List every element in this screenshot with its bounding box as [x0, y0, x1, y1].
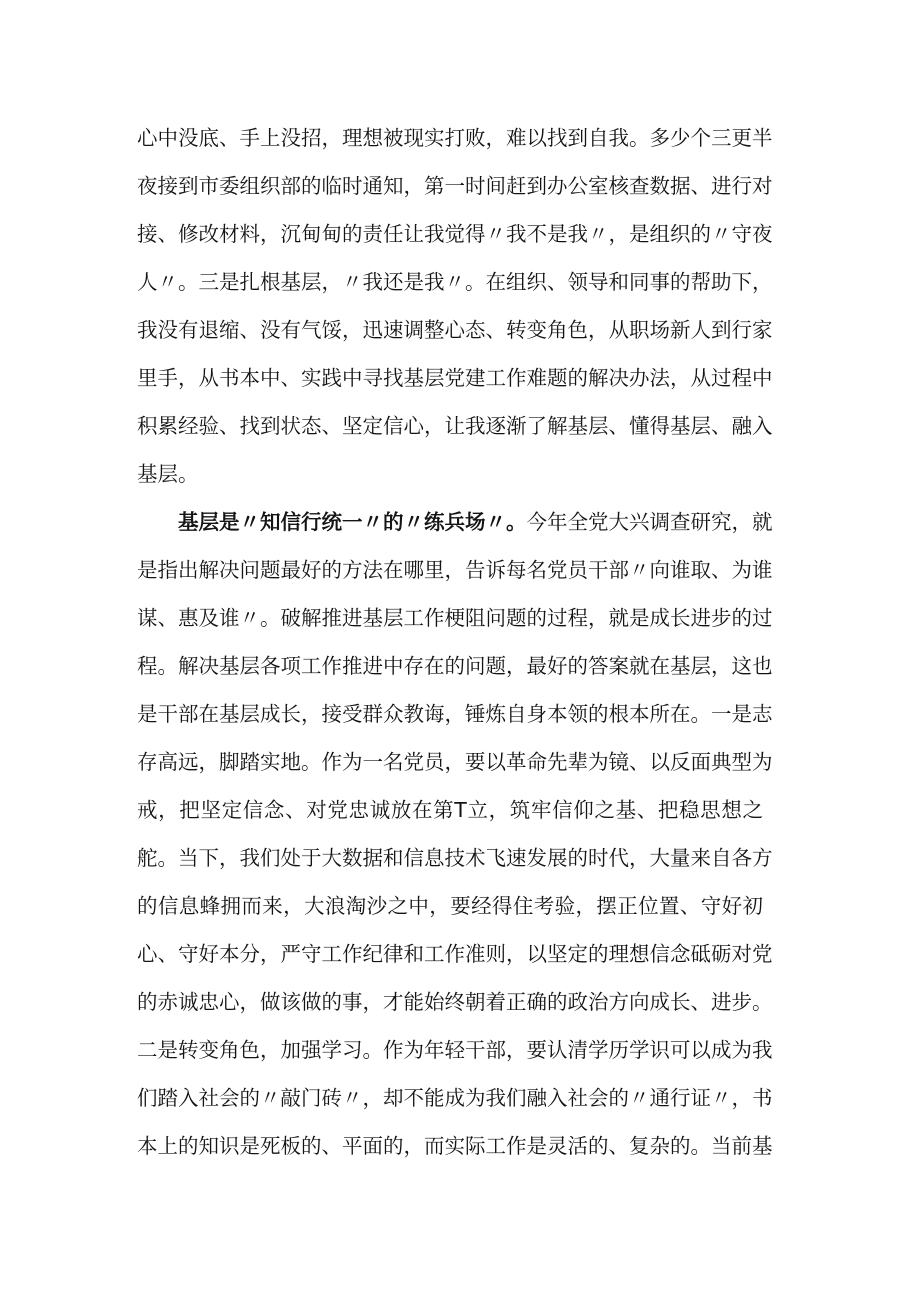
- text-line: 基层。: [137, 462, 199, 486]
- text-line: 心中没底、手上没招，理想被现实打败，难以找到自我。多少个三更半: [137, 126, 773, 150]
- paragraph-1: [137, 114, 773, 498]
- paragraph-2: [137, 498, 773, 1170]
- text-line: 的信息蜂拥而来，大浪淘沙之中，要经得住考验，摆正位置、守好初: [137, 894, 763, 918]
- text-line: 我没有退缩、没有气馁，迅速调整心态、转变角色，从职场新人到行家: [137, 318, 773, 342]
- text-line: 是干部在基层成长，接受群众教诲，锤炼自身本领的根本所在。一是志: [137, 702, 773, 726]
- text-line: 夜接到市委组织部的临时通知，第一时间赶到办公室核查数据、进行对: [137, 174, 773, 198]
- text-line: 本上的知识是死板的、平面的，而实际工作是灵活的、复杂的。当前基: [137, 1134, 773, 1158]
- text-line: 们踏入社会的〃敲门砖〃，却不能成为我们融入社会的〃通行证〃，书: [137, 1086, 773, 1110]
- text-line: 心、守好本分，严守工作纪律和工作准则，以坚定的理想信念砥砺对党: [137, 942, 773, 966]
- text-line: 是指出解决问题最好的方法在哪里，告诉每名党员干部〃向谁取、为谁: [137, 558, 773, 582]
- text-line: 二是转变角色，加强学习。作为年轻干部，要认清学历学识可以成为我: [137, 1038, 773, 1062]
- text-line: 程。解决基层各项工作推进中存在的问题，最好的答案就在基层，这也: [137, 654, 773, 678]
- text-line: 存高远，脚踏实地。作为一名党员，要以革命先辈为镜、以反面典型为: [137, 750, 773, 774]
- text-line: 谋、惠及谁〃。破解推进基层工作梗阻问题的过程，就是成长进步的过: [137, 606, 773, 630]
- text-line: 人〃。三是扎根基层，〃我还是我〃。在组织、领导和同事的帮助下，: [137, 270, 773, 294]
- text-line: 的赤诚忠心，做该做的事，才能始终朝着正确的政治方向成长、进步。: [137, 990, 773, 1014]
- text-line-rest: 今年全党大兴调查研究，就: [526, 510, 773, 534]
- text-line: 舵。当下，我们处于大数据和信息技术飞速发展的时代，大量来自各方: [137, 846, 773, 870]
- text-line-first: [137, 498, 773, 546]
- document-body: [137, 114, 773, 1170]
- paragraph-heading: 基层是〃知信行统一〃的〃练兵场〃。: [178, 510, 527, 534]
- text-line: 里手，从书本中、实践中寻找基层党建工作难题的解决办法，从过程中: [137, 366, 773, 390]
- text-line: 接、修改材料，沉甸甸的责任让我觉得〃我不是我〃，是组织的〃守夜: [137, 222, 773, 246]
- text-line: 戒，把坚定信念、对党忠诚放在第T立，筑牢信仰之基、把稳思想之: [137, 798, 763, 822]
- text-line: 积累经验、找到状态、坚定信心，让我逐渐了解基层、懂得基层、融入: [137, 414, 773, 438]
